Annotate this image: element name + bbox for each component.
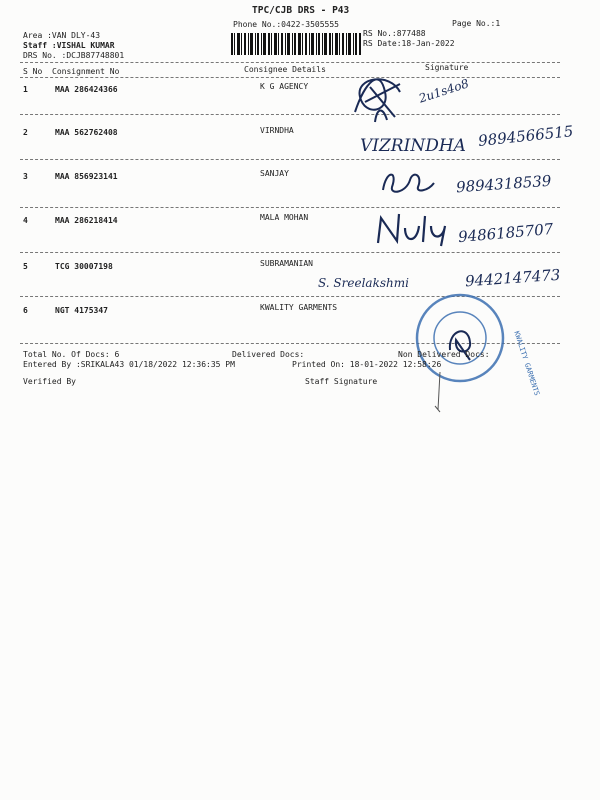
signature-scribble bbox=[345, 62, 415, 132]
signature-scribble bbox=[378, 165, 438, 200]
divider bbox=[20, 114, 560, 115]
col-consignment: Consignment No bbox=[52, 67, 120, 76]
stamp-text: KWALITY GARMENTS bbox=[512, 330, 541, 397]
rs-date: RS Date:18-Jan-2022 bbox=[363, 39, 455, 48]
row-consignee: KWALITY GARMENTS bbox=[260, 303, 338, 312]
entered-by: Entered By :SRIKALA43 01/18/2022 12:36:35 PM bbox=[23, 360, 235, 369]
rs-number: RS No.:877488 bbox=[363, 29, 426, 38]
row-sno: 2 bbox=[23, 128, 28, 137]
staff-signature: Staff Signature bbox=[305, 377, 378, 386]
company-stamp-icon bbox=[412, 290, 508, 386]
drs-number: DRS No. :DCJB87748801 bbox=[23, 51, 125, 60]
row-consignee: VIRNDHA bbox=[260, 126, 294, 135]
row-sno: 4 bbox=[23, 216, 28, 225]
divider bbox=[20, 252, 560, 253]
handwritten-phone: 9894566515 bbox=[477, 122, 575, 150]
delivered-docs: Delivered Docs: bbox=[232, 350, 305, 359]
barcode bbox=[231, 33, 361, 55]
handwritten-phone: 9486185707 bbox=[457, 219, 555, 247]
handwritten-name: S. Sreelakshmi bbox=[318, 276, 409, 290]
row-consignment: NGT 4175347 bbox=[55, 306, 108, 315]
non-delivered-docs: Non Delivered Docs: bbox=[398, 350, 490, 359]
divider bbox=[20, 207, 560, 208]
handwritten-name: VIZRINDHA bbox=[360, 136, 466, 156]
sheet-title: TPC/CJB DRS - P43 bbox=[252, 5, 350, 16]
handwritten-phone: 9894318539 bbox=[455, 171, 552, 197]
row-sno: 5 bbox=[23, 262, 28, 271]
divider bbox=[20, 159, 560, 160]
printed-on: Printed On: 18-01-2022 12:58:26 bbox=[292, 360, 442, 369]
divider bbox=[20, 77, 560, 78]
divider bbox=[20, 62, 560, 63]
row-consignee: K G AGENCY bbox=[260, 82, 309, 91]
handwritten-phone: 9442147473 bbox=[464, 265, 561, 291]
col-sno: S No bbox=[23, 67, 43, 76]
staff-name: Staff :VISHAL KUMAR bbox=[23, 41, 115, 50]
row-consignment: MAA 286424366 bbox=[55, 85, 118, 94]
row-consignment: MAA 856923141 bbox=[55, 172, 118, 181]
signature-scribble bbox=[375, 208, 460, 248]
phone-number: Phone No.:0422-3505555 bbox=[233, 20, 339, 29]
row-consignee: SANJAY bbox=[260, 169, 289, 178]
row-consignee: SUBRAMANIAN bbox=[260, 259, 313, 268]
row-consignment: MAA 562762408 bbox=[55, 128, 118, 137]
verified-by: Verified By bbox=[23, 377, 76, 386]
row-consignment: TCG 30007198 bbox=[55, 262, 113, 271]
row-sno: 3 bbox=[23, 172, 28, 181]
pen-stroke bbox=[432, 370, 446, 415]
col-consignee: Consignee Details bbox=[244, 65, 326, 74]
page-number: Page No.:1 bbox=[452, 19, 501, 28]
row-sno: 1 bbox=[23, 85, 28, 94]
row-consignee: MALA MOHAN bbox=[260, 213, 309, 222]
col-signature: Signature bbox=[425, 63, 469, 72]
row-consignment: MAA 286218414 bbox=[55, 216, 118, 225]
row-sno: 6 bbox=[23, 306, 28, 315]
area: Area :VAN DLY-43 bbox=[23, 31, 101, 40]
total-docs: Total No. Of Docs: 6 bbox=[23, 350, 120, 359]
handwritten-note: 2u1s4o8 bbox=[417, 76, 471, 106]
